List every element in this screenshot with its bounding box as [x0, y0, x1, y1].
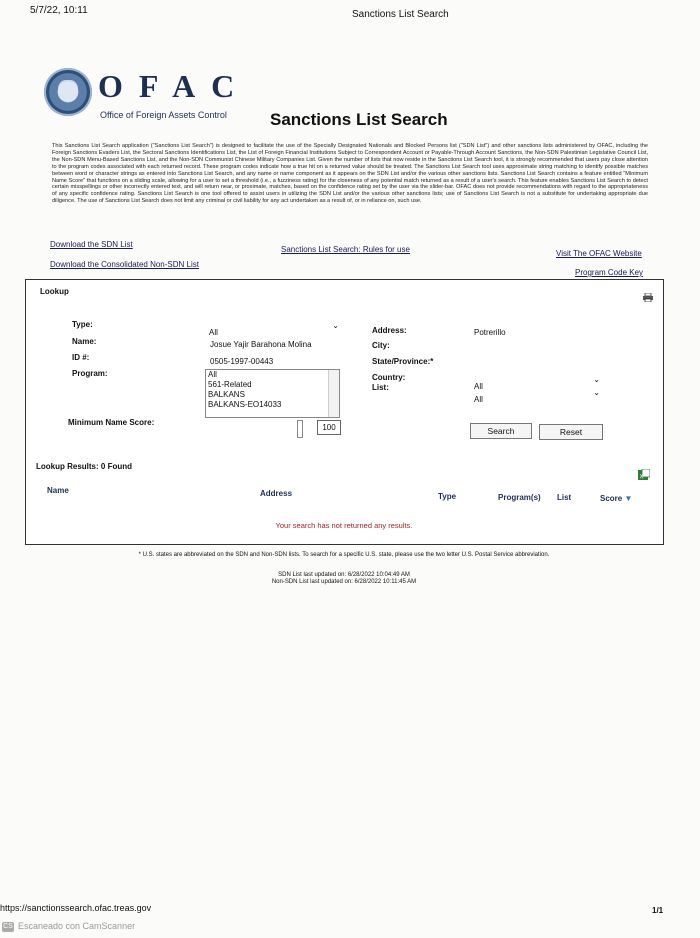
program-option[interactable]: All	[208, 370, 217, 379]
col-type[interactable]: Type	[438, 492, 457, 501]
results-heading: Lookup Results: 0 Found	[36, 462, 132, 471]
min-score-input[interactable]: 100	[317, 420, 341, 435]
print-url: https://sanctionssearch.ofac.treas.gov	[0, 903, 152, 913]
sort-down-icon: ▼	[622, 494, 633, 503]
treasury-seal-icon	[44, 68, 92, 116]
program-label: Program:	[72, 369, 108, 378]
page-title: Sanctions List Search	[270, 110, 448, 129]
rules-link[interactable]: Sanctions List Search: Rules for use	[281, 245, 410, 254]
page-number: 1/1	[652, 906, 664, 915]
program-option[interactable]: 561-Related	[208, 380, 252, 389]
print-date: 5/7/22, 10:11	[30, 5, 88, 16]
country-label: Country:	[372, 373, 406, 382]
list-select[interactable]	[474, 389, 600, 407]
reset-button[interactable]: Reset	[539, 424, 603, 440]
address-input[interactable]: Potrerillo	[474, 328, 506, 337]
search-button[interactable]: Search	[470, 423, 532, 439]
min-score-slider[interactable]	[297, 420, 303, 438]
type-label: Type:	[72, 320, 93, 329]
col-programs[interactable]: Program(s)	[498, 493, 541, 502]
ofac-logo-text: OFAC	[98, 68, 251, 104]
download-sdn-link[interactable]: Download the SDN List	[50, 240, 133, 249]
chevron-down-icon: ⌄	[593, 388, 600, 397]
city-label: City:	[372, 341, 390, 350]
print-icon[interactable]	[643, 293, 653, 302]
program-code-key-link[interactable]: Program Code Key	[575, 268, 644, 277]
id-input[interactable]: 0505-1997-00443	[210, 357, 274, 366]
scanner-watermark	[2, 921, 135, 932]
program-option[interactable]: BALKANS-EO14033	[208, 400, 282, 409]
city-input[interactable]	[474, 341, 594, 351]
id-label: ID #:	[72, 353, 90, 362]
type-select[interactable]	[209, 322, 339, 340]
scanner-text: Escaneado con CamScanner	[18, 921, 136, 931]
camscanner-icon: CS	[3, 922, 13, 930]
download-non-sdn-link[interactable]: Download the Consolidated Non-SDN List	[50, 260, 199, 269]
col-list[interactable]: List	[557, 493, 572, 502]
sdn-updated: SDN List last updated on: 6/28/2022 10:04:49 AM	[278, 572, 410, 578]
col-address[interactable]: Address	[260, 489, 293, 498]
min-score-label: Minimum Name Score:	[68, 418, 155, 427]
program-option[interactable]: BALKANS	[208, 390, 245, 399]
list-value: All	[474, 395, 483, 404]
lookup-panel	[25, 279, 664, 545]
col-name[interactable]: Name	[47, 486, 69, 495]
print-title: Sanctions List Search	[352, 9, 449, 20]
state-label: State/Province:*	[372, 357, 434, 366]
intro-disclaimer: This Sanctions List Search application ("Sanctions List Search") is designed to facilitate the use of the Specially Designated Nationals and Blocked Persons list ("SDN List") and other sanctions lists administered by OFAC, including the Foreign Sanctions Evaders List, the Sectoral Sanctions Identifications List, the List of Foreign Financial Institutions Subject to Correspondent Account or Payable-Through Account Sanctions, the Non-SDN Palestinian Legislative Council List, the Non-SDN Menu-Based Sanctions List, and the Non-SDN Communist Chinese Military Companies List. Given the number of lists that now reside in the Sanctions List Search tool, it is strongly recommended that users pay close attention to the program codes associated with each returned record. These program codes indicate how a true hit on a returned value should be treated. The Sanctions List Search tool uses approximate string matching to identify possible matches between word or character strings as entered into Sanctions List Search, and any name or name component as it appears on the SDN List and/or the various other sanctions lists. Sanctions List Search contains a feature entitled "Minimum Name Score" that functions on a sliding scale, allowing for a user to set a threshold (i.e., a fuzziness rating) for the closeness of any potential match returned as a result of a user's search. This feature enables Sanctions List Search to detect certain misspellings or other incorrectly entered text, and will return near, or proximate, matches, based on the confidence rating set by the user via the slider-bar. OFAC does not provide recommendations with regard to the appropriateness of any specific confidence rating. Sanctions List Search is one tool offered to assist users in utilizing the SDN List and/or the various other sanctions lists; use of Sanctions List Search is not a substitute for undertaking appropriate due diligence. The use of Sanctions List Search does not limit any criminal or civil liability for any act undertaken as a result of, or in reliance on, such use.	[52, 143, 648, 205]
address-label: Address:	[372, 326, 407, 335]
svg-text:X: X	[639, 474, 644, 480]
listbox-scrollbar[interactable]	[328, 370, 339, 417]
col-score[interactable]	[600, 494, 632, 503]
visit-ofac-link[interactable]: Visit The OFAC Website	[556, 249, 642, 258]
col-score-label: Score	[600, 494, 623, 503]
lookup-heading: Lookup	[40, 287, 69, 296]
chevron-down-icon: ⌄	[593, 375, 600, 384]
state-input[interactable]	[474, 357, 594, 367]
program-listbox[interactable]	[205, 369, 340, 418]
country-value: All	[474, 382, 483, 391]
list-label: List:	[372, 383, 389, 392]
no-results-message: Your search has not returned any results.	[275, 521, 413, 530]
type-value: All	[209, 328, 218, 337]
name-label: Name:	[72, 337, 97, 346]
non-sdn-updated: Non-SDN List last updated on: 6/28/2022 10:11:45 AM	[271, 579, 417, 585]
excel-export-icon[interactable]	[638, 469, 650, 480]
name-input[interactable]: Josue Yajir Barahona Molina	[210, 340, 312, 349]
ofac-logo-subtitle: Office of Foreign Assets Control	[100, 110, 227, 120]
chevron-down-icon: ⌄	[332, 321, 339, 330]
footnote: * U.S. states are abbreviated on the SDN and Non-SDN lists. To search for a specific U.S. state, please use the two letter U.S. Postal Service abbreviation.	[138, 552, 550, 558]
